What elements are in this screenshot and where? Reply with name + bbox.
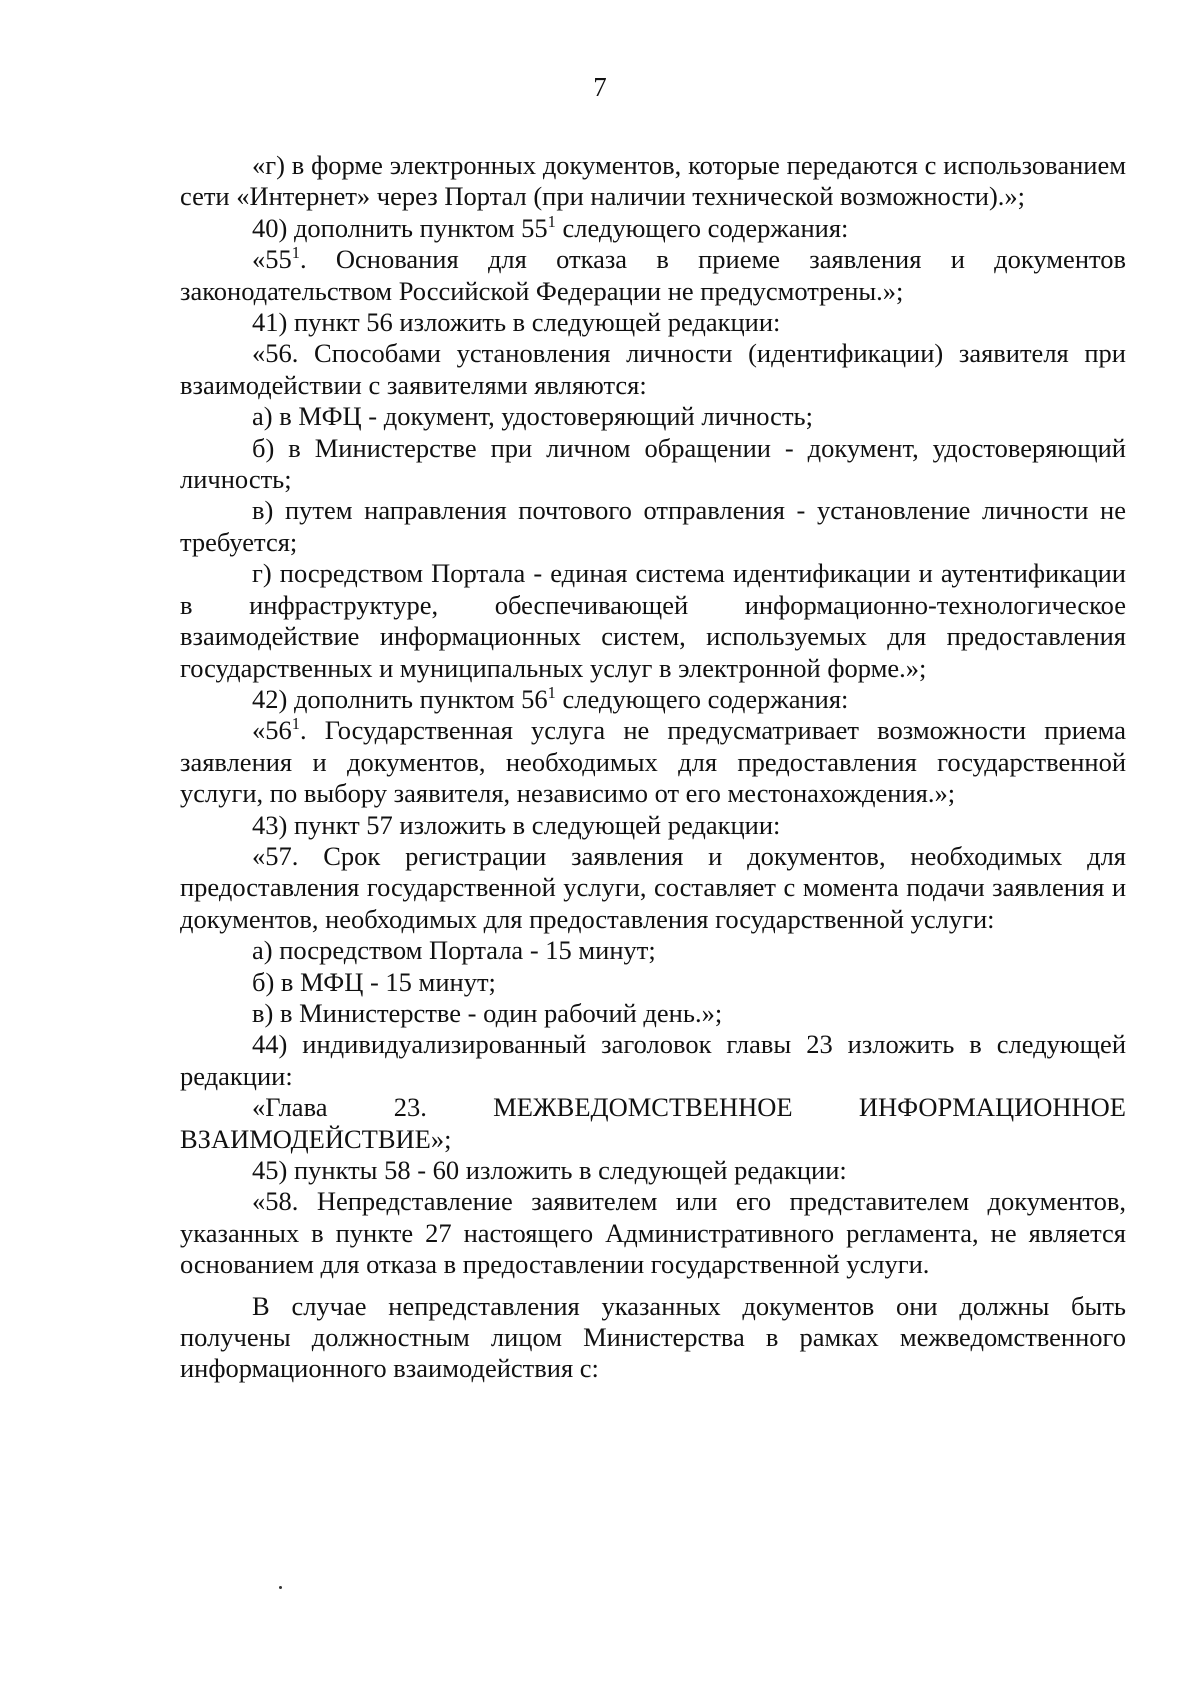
- paragraph-item-55-1: [180, 244, 1126, 307]
- document-body: [180, 150, 1126, 1385]
- superscript: 1: [547, 682, 556, 702]
- amend-40-text-end: следующего содержания:: [555, 212, 849, 243]
- paragraph-form-electronic: «г) в форме электронных документов, которые передаются с использованием сети «Интернет» через Портал (при наличии технической возможности).»;: [180, 150, 1126, 212]
- paragraph-item-56-v: в) путем направления почтового отправления - установление личности не требуется;: [180, 495, 1126, 557]
- item-55-1-start: «55: [252, 244, 292, 275]
- paragraph-item-57-a: а) посредством Портала - 15 минут;: [252, 935, 656, 966]
- paragraph-amend-45: 45) пункты 58 - 60 изложить в следующей редакции:: [252, 1155, 847, 1185]
- paragraph-item-58: «58. Непредставление заявителем или его представителем документов, указанных в пункте 27 настоящего Административного регламента, не является основанием для отказа в предоставлении государственной услуги.: [180, 1186, 1126, 1280]
- paragraph-amend-41: 41) пункт 56 изложить в следующей редакции:: [252, 307, 781, 338]
- page-number: 7: [593, 72, 607, 102]
- paragraph-item-57-b: б) в МФЦ - 15 минут;: [252, 966, 496, 997]
- superscript: 1: [547, 211, 556, 231]
- paragraph-item-56-1: [180, 715, 1126, 809]
- paragraph-item-56-a: а) в МФЦ - документ, удостоверяющий личность;: [252, 401, 813, 432]
- amend-42-text: 42) дополнить пунктом 56: [252, 683, 548, 714]
- paragraph-item-56-g: г) посредством Портала - единая система идентификации и аутентификации в инфраструктуре, обеспечивающей информационно-технологическое взаимодействие информационных систем, используемых для предоставления государственных и муниципальных услуг в электронной форме.»;: [180, 558, 1126, 683]
- paragraph-chapter-23-title: «Глава 23. МЕЖВЕДОМСТВЕННОЕ ИНФОРМАЦИОННОЕ ВЗАИМОДЕЙСТВИЕ»;: [180, 1092, 1126, 1154]
- paragraph-item-58-continued: В случае непредставления указанных документов они должны быть получены должностным лицом Министерства в рамках межведомственного информационного взаимодействия с:: [180, 1290, 1126, 1384]
- paragraph-amend-43: 43) пункт 57 изложить в следующей редакции:: [252, 809, 781, 840]
- paragraph-amend-42: [180, 684, 1126, 715]
- item-55-1-text: . Основания для отказа в приеме заявления и документов законодательством Российской Федерации не предусмотрены.»;: [180, 244, 1126, 306]
- item-56-1-text: . Государственная услуга не предусматривает возможности приема заявления и документов, необходимых для предоставления государственной услуги, по выбору заявителя, независимо от его местонахождения.»;: [180, 715, 1126, 809]
- paragraph-item-56-b: б) в Министерстве при личном обращении - документ, удостоверяющий личность;: [180, 432, 1126, 495]
- scan-speck: [279, 1586, 282, 1589]
- paragraph-item-57-v: в) в Министерстве - один рабочий день.»;: [252, 997, 723, 1028]
- superscript: 1: [291, 714, 300, 734]
- item-56-1-start: «56: [252, 715, 292, 746]
- paragraph-amend-40: [180, 213, 1126, 244]
- paragraph-item-57: «57. Срок регистрации заявления и документов, необходимых для предоставления государственной услуги, составляет с момента подачи заявления и документов, необходимых для предоставления государственной услуги:: [180, 840, 1126, 934]
- amend-40-text: 40) дополнить пунктом 55: [252, 212, 548, 243]
- paragraph-item-56: «56. Способами установления личности (идентификации) заявителя при взаимодействии с заявителями являются:: [180, 338, 1126, 400]
- amend-42-text-end: следующего содержания:: [555, 683, 849, 714]
- paragraph-amend-44: 44) индивидуализированный заголовок главы 23 изложить в следующей редакции:: [180, 1029, 1126, 1091]
- superscript: 1: [291, 243, 300, 263]
